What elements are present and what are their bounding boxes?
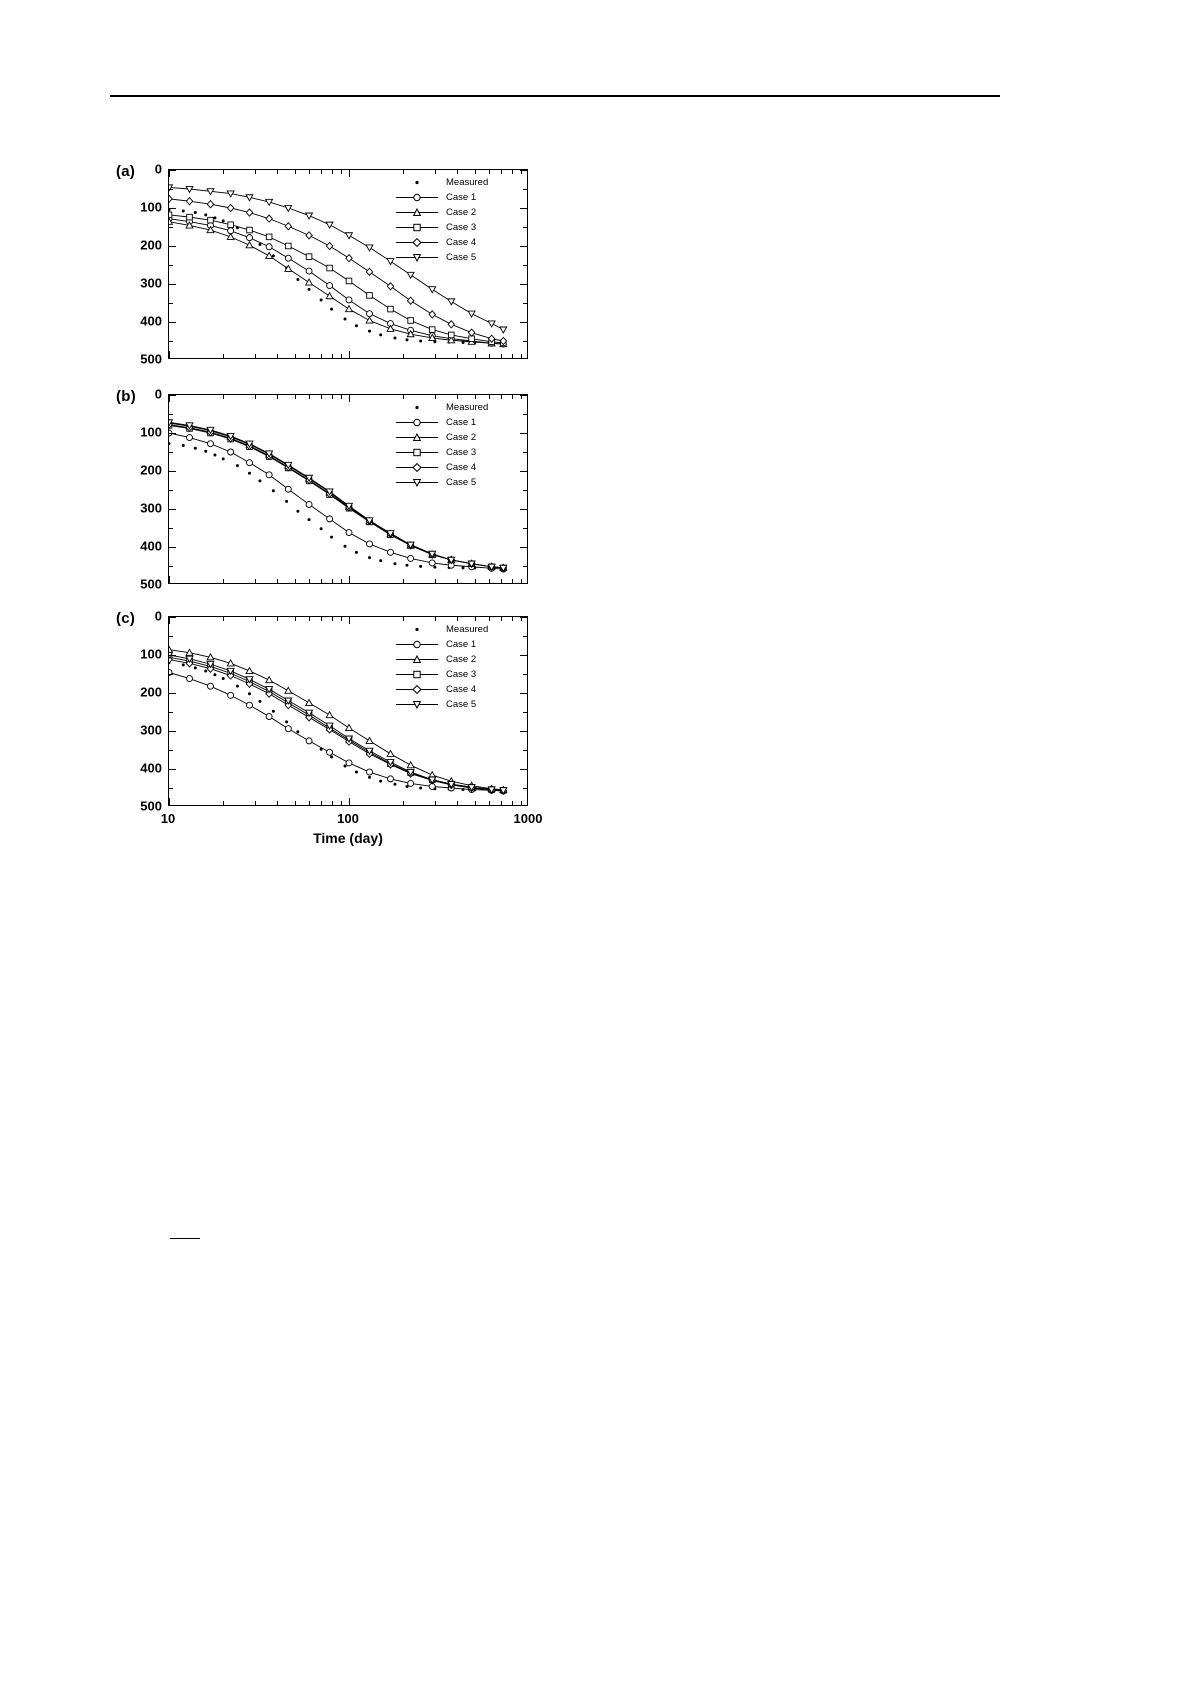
x-tick-minor-top — [512, 395, 513, 399]
x-tick-minor-top — [341, 395, 342, 399]
y-tick-minor-right — [523, 528, 527, 529]
x-tick-minor — [255, 579, 256, 583]
legend-marker-circle-icon — [394, 637, 440, 652]
x-tick-minor — [255, 354, 256, 358]
x-tick-minor-top — [309, 170, 310, 174]
legend-a — [394, 175, 522, 265]
legend-item-case-3 — [394, 445, 522, 460]
x-tick-minor — [341, 579, 342, 583]
legend-marker-square-icon — [394, 445, 440, 460]
x-tick-minor — [501, 801, 502, 805]
y-tick — [169, 693, 176, 694]
y-tick-label: 100 — [140, 199, 162, 215]
x-tick-minor-top — [489, 395, 490, 399]
chart-panel-c — [110, 602, 543, 846]
x-tick-minor — [521, 801, 522, 805]
legend-marker-circle-icon — [394, 190, 440, 205]
x-tick — [349, 351, 350, 358]
y-tick-label: 200 — [140, 462, 162, 478]
x-tick-minor-top — [295, 170, 296, 174]
y-tick — [169, 284, 176, 285]
x-tick-minor-top — [501, 170, 502, 174]
x-tick-minor-top — [223, 395, 224, 399]
y-tick-minor-right — [523, 414, 527, 415]
legend-item-case-4 — [394, 682, 522, 697]
legend-item-case-1 — [394, 415, 522, 430]
y-tick-minor — [169, 490, 173, 491]
legend-label-case-5: Case 5 — [446, 251, 477, 263]
x-tick-minor — [223, 354, 224, 358]
x-tick-minor-top — [489, 170, 490, 174]
y-tick — [169, 655, 176, 656]
x-tick-minor — [512, 579, 513, 583]
x-tick-minor-top — [403, 170, 404, 174]
x-tick-minor-top — [457, 617, 458, 621]
legend-item-case-5 — [394, 697, 522, 712]
x-tick-minor-top — [255, 617, 256, 621]
legend-c — [394, 622, 522, 712]
y-tick-minor-right — [523, 636, 527, 637]
x-tick-minor — [332, 354, 333, 358]
x-tick-minor-top — [332, 617, 333, 621]
x-tick-minor — [277, 579, 278, 583]
x-tick-minor-top — [501, 617, 502, 621]
legend-item-case-2 — [394, 652, 522, 667]
y-tick-label: 500 — [140, 798, 162, 814]
legend-marker-triangle-icon — [394, 205, 440, 220]
legend-label-case-2: Case 2 — [446, 431, 477, 443]
y-tick — [169, 433, 176, 434]
legend-label-case-1: Case 1 — [446, 191, 477, 203]
y-tick-minor — [169, 636, 173, 637]
x-tick-minor-top — [309, 617, 310, 621]
y-tick-right — [520, 547, 527, 548]
y-tick-label: 300 — [140, 500, 162, 516]
y-tick-label: 200 — [140, 684, 162, 700]
legend-marker-down-triangle-icon — [394, 250, 440, 265]
legend-item-measured — [394, 400, 522, 415]
x-tick-minor-top — [512, 617, 513, 621]
x-tick-minor — [309, 801, 310, 805]
legend-item-case-4 — [394, 235, 522, 250]
y-tick-label: 0 — [154, 386, 162, 402]
x-tick-minor-top — [341, 170, 342, 174]
y-tick-minor-right — [523, 750, 527, 751]
x-tick-minor — [309, 354, 310, 358]
x-tick-top — [349, 395, 350, 402]
x-tick-minor-top — [255, 395, 256, 399]
y-tick-label: 500 — [140, 351, 162, 367]
x-tick-minor-top — [521, 617, 522, 621]
x-tick-label: 100 — [337, 811, 359, 826]
x-tick-minor — [341, 354, 342, 358]
y-tick-label: 500 — [140, 576, 162, 592]
footnote-rule — [170, 1238, 200, 1239]
y-tick-minor-right — [523, 189, 527, 190]
legend-label-case-2: Case 2 — [446, 206, 477, 218]
y-tick-label: 0 — [154, 161, 162, 177]
y-tick-minor-right — [523, 674, 527, 675]
x-tick-minor-top — [295, 617, 296, 621]
y-tick — [169, 322, 176, 323]
x-tick-minor — [489, 579, 490, 583]
legend-marker-dot-icon — [394, 175, 440, 190]
legend-label-case-3: Case 3 — [446, 668, 477, 680]
legend-label-case-3: Case 3 — [446, 446, 477, 458]
x-tick-label: 1000 — [513, 811, 543, 826]
legend-label-case-4: Case 4 — [446, 461, 477, 473]
x-tick-top — [349, 617, 350, 624]
y-tick-label: 400 — [140, 313, 162, 329]
legend-label-case-2: Case 2 — [446, 653, 477, 665]
x-tick-minor-top — [277, 170, 278, 174]
legend-marker-down-triangle-icon — [394, 697, 440, 712]
legend-marker-circle-icon — [394, 415, 440, 430]
plot-area-b — [140, 386, 528, 592]
legend-label-case-5: Case 5 — [446, 476, 477, 488]
y-tick — [169, 471, 176, 472]
x-tick — [349, 798, 350, 805]
y-tick-minor-right — [523, 303, 527, 304]
legend-item-case-4 — [394, 460, 522, 475]
x-tick-minor — [295, 579, 296, 583]
panel-label-a: (a) — [116, 163, 136, 180]
x-tick-minor-top — [457, 170, 458, 174]
legend-marker-triangle-icon — [394, 430, 440, 445]
x-tick-minor-top — [309, 395, 310, 399]
y-tick-minor — [169, 227, 173, 228]
x-tick-minor — [341, 801, 342, 805]
y-tick-label: 0 — [154, 608, 162, 624]
x-tick-top — [169, 617, 170, 624]
y-tick-label: 100 — [140, 424, 162, 440]
y-tick-minor-right — [523, 341, 527, 342]
chart-panel-a — [110, 155, 540, 377]
x-tick-minor — [475, 354, 476, 358]
x-tick-top — [169, 170, 170, 177]
x-tick-minor — [475, 801, 476, 805]
x-tick — [169, 351, 170, 358]
y-tick-minor — [169, 788, 173, 789]
plot-area-c — [140, 608, 543, 846]
x-tick-minor-top — [332, 395, 333, 399]
legend-label-case-1: Case 1 — [446, 416, 477, 428]
x-tick — [169, 576, 170, 583]
x-tick-minor — [512, 354, 513, 358]
x-tick-minor-top — [435, 617, 436, 621]
y-tick-label: 400 — [140, 760, 162, 776]
y-tick — [169, 246, 176, 247]
x-tick-minor — [521, 579, 522, 583]
legend-marker-dot-icon — [394, 400, 440, 415]
y-tick-minor-right — [523, 265, 527, 266]
y-tick-minor — [169, 414, 173, 415]
x-tick-minor — [321, 579, 322, 583]
x-tick-minor — [332, 801, 333, 805]
y-tick-right — [520, 731, 527, 732]
x-tick-minor — [295, 801, 296, 805]
x-tick-minor — [309, 579, 310, 583]
legend-marker-dot-icon — [394, 622, 440, 637]
x-tick-minor-top — [321, 617, 322, 621]
legend-item-case-1 — [394, 637, 522, 652]
legend-label-case-1: Case 1 — [446, 638, 477, 650]
x-tick-minor-top — [332, 170, 333, 174]
y-tick — [169, 395, 176, 396]
y-tick-minor — [169, 712, 173, 713]
y-tick — [169, 509, 176, 510]
x-tick-minor — [457, 579, 458, 583]
legend-label-measured: Measured — [446, 176, 489, 188]
x-tick-minor — [277, 801, 278, 805]
x-tick-minor-top — [475, 170, 476, 174]
x-tick-minor — [457, 354, 458, 358]
x-tick-minor — [435, 801, 436, 805]
y-tick-minor — [169, 303, 173, 304]
x-tick-minor-top — [277, 617, 278, 621]
x-tick-minor — [521, 354, 522, 358]
legend-marker-square-icon — [394, 667, 440, 682]
x-tick-minor — [489, 801, 490, 805]
panel-label-c: (c) — [116, 610, 136, 627]
y-tick — [169, 170, 176, 171]
x-tick-minor-top — [521, 170, 522, 174]
x-tick-minor-top — [295, 395, 296, 399]
x-tick-minor-top — [403, 395, 404, 399]
legend-item-case-3 — [394, 667, 522, 682]
x-tick-minor — [435, 354, 436, 358]
panel-label-b: (b) — [116, 388, 137, 405]
y-tick-label: 100 — [140, 646, 162, 662]
y-tick-label: 300 — [140, 275, 162, 291]
y-tick-right — [520, 322, 527, 323]
x-tick-minor — [403, 801, 404, 805]
x-tick-top — [349, 170, 350, 177]
chart-panel-b — [110, 380, 540, 602]
x-tick-top — [169, 395, 170, 402]
legend-item-case-5 — [394, 250, 522, 265]
y-tick-minor — [169, 189, 173, 190]
y-tick-minor-right — [523, 452, 527, 453]
y-tick-minor — [169, 265, 173, 266]
y-tick — [169, 769, 176, 770]
y-tick-minor — [169, 452, 173, 453]
x-tick-minor — [321, 354, 322, 358]
x-tick-minor — [512, 801, 513, 805]
y-tick-minor-right — [523, 712, 527, 713]
y-tick — [169, 547, 176, 548]
y-tick-label: 200 — [140, 237, 162, 253]
legend-label-case-4: Case 4 — [446, 236, 477, 248]
x-tick-minor-top — [341, 617, 342, 621]
x-tick-minor-top — [501, 395, 502, 399]
x-tick-minor — [255, 801, 256, 805]
y-tick-right — [520, 769, 527, 770]
legend-marker-diamond-icon — [394, 682, 440, 697]
legend-item-measured — [394, 175, 522, 190]
legend-b — [394, 400, 522, 490]
x-tick-label: 10 — [160, 811, 176, 826]
legend-label-case-4: Case 4 — [446, 683, 477, 695]
y-tick-minor — [169, 750, 173, 751]
x-tick-minor-top — [435, 395, 436, 399]
legend-item-case-2 — [394, 430, 522, 445]
x-tick-minor — [223, 801, 224, 805]
y-tick-label: 400 — [140, 538, 162, 554]
figure-three-panel-settlement-curves — [110, 140, 543, 870]
legend-label-case-3: Case 3 — [446, 221, 477, 233]
x-tick-minor-top — [321, 395, 322, 399]
x-tick-minor-top — [457, 395, 458, 399]
legend-item-case-2 — [394, 205, 522, 220]
y-tick-minor-right — [523, 490, 527, 491]
legend-label-case-5: Case 5 — [446, 698, 477, 710]
x-tick-minor — [489, 354, 490, 358]
y-tick-minor — [169, 341, 173, 342]
x-tick-minor-top — [403, 617, 404, 621]
x-tick-minor — [332, 579, 333, 583]
y-tick-right — [520, 284, 527, 285]
x-tick-minor-top — [475, 395, 476, 399]
legend-marker-diamond-icon — [394, 235, 440, 250]
x-tick-minor-top — [223, 617, 224, 621]
x-tick-minor-top — [321, 170, 322, 174]
x-tick-minor-top — [223, 170, 224, 174]
legend-marker-down-triangle-icon — [394, 475, 440, 490]
y-tick-minor-right — [523, 566, 527, 567]
legend-item-case-3 — [394, 220, 522, 235]
x-tick-minor — [457, 801, 458, 805]
y-tick-minor-right — [523, 227, 527, 228]
header-rule — [110, 95, 1000, 97]
x-tick-minor — [223, 579, 224, 583]
legend-item-case-5 — [394, 475, 522, 490]
legend-marker-square-icon — [394, 220, 440, 235]
x-tick-minor-top — [255, 170, 256, 174]
x-tick-minor-top — [435, 170, 436, 174]
x-tick — [349, 576, 350, 583]
x-tick-minor-top — [475, 617, 476, 621]
y-tick-minor — [169, 674, 173, 675]
x-tick-minor — [277, 354, 278, 358]
x-tick-minor-top — [277, 395, 278, 399]
legend-marker-triangle-icon — [394, 652, 440, 667]
legend-item-measured — [394, 622, 522, 637]
x-tick-minor — [403, 354, 404, 358]
y-tick — [169, 617, 176, 618]
x-tick-minor — [501, 579, 502, 583]
legend-label-measured: Measured — [446, 401, 489, 413]
x-tick — [169, 798, 170, 805]
y-tick — [169, 208, 176, 209]
y-tick-minor-right — [523, 788, 527, 789]
x-axis-title: Time (day) — [313, 830, 383, 846]
legend-label-measured: Measured — [446, 623, 489, 635]
y-tick-minor — [169, 528, 173, 529]
x-tick-minor-top — [489, 617, 490, 621]
x-tick-minor — [501, 354, 502, 358]
legend-item-case-1 — [394, 190, 522, 205]
legend-marker-diamond-icon — [394, 460, 440, 475]
y-tick-right — [520, 509, 527, 510]
y-tick — [169, 731, 176, 732]
x-tick-minor — [321, 801, 322, 805]
y-tick-minor — [169, 566, 173, 567]
x-tick-minor-top — [521, 395, 522, 399]
x-tick-minor — [295, 354, 296, 358]
x-tick-minor — [403, 579, 404, 583]
y-tick-label: 300 — [140, 722, 162, 738]
x-tick-minor — [475, 579, 476, 583]
x-tick-minor-top — [512, 170, 513, 174]
x-tick-minor — [435, 579, 436, 583]
plot-area-a — [140, 161, 528, 367]
